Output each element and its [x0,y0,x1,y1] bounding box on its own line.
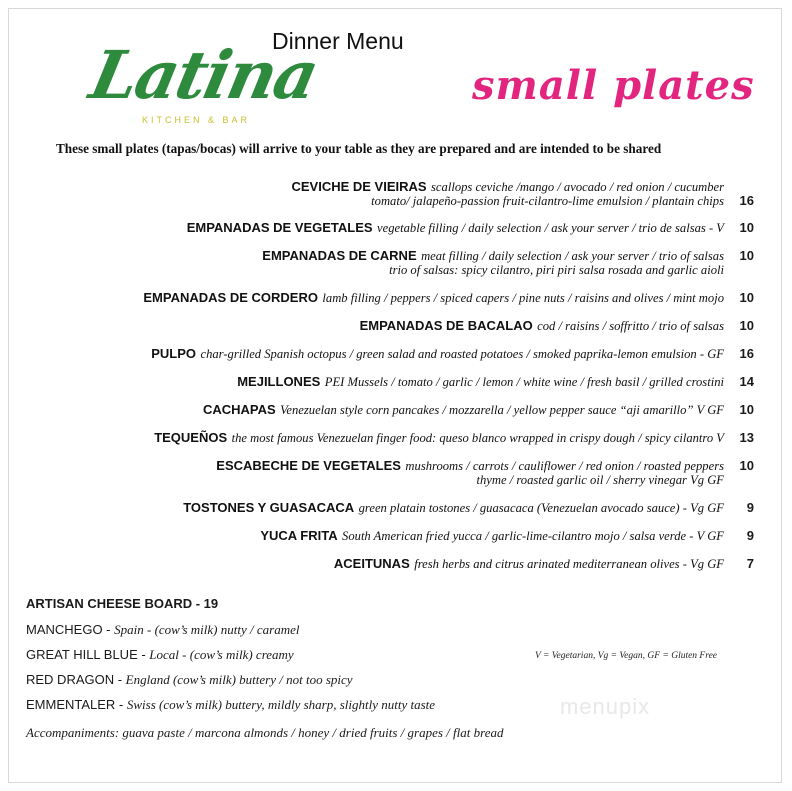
cheese-item [26,697,435,713]
item-name: MEJILLONES [237,374,321,389]
item-price: 10 [739,318,754,333]
item-price: 10 [739,220,754,235]
item-price: 10 [739,458,754,473]
item-name: EMPANADAS DE CARNE [262,248,417,263]
cheese-description: England (cow’s milk) buttery / not too spicy [125,672,353,687]
dietary-legend: V = Vegetarian, Vg = Vegan, GF = Gluten Free [535,651,718,661]
item-description: PEI Mussels / tomato / garlic / lemon / white wine / fresh basil / grilled crostini [324,375,724,389]
item-name: EMPANADAS DE VEGETALES [186,220,373,235]
menu-item [183,501,754,515]
item-description: South American fried yucca / garlic-lime-cilantro mojo / salsa verde - V GF [342,529,724,543]
cheese-description: Local - (cow’s milk) creamy [149,647,294,662]
menu-item [262,249,754,277]
item-name: CEVICHE DE VIEIRAS [291,179,427,194]
cheese-name: GREAT HILL BLUE - [26,647,150,662]
item-name: YUCA FRITA [260,528,338,543]
item-name: EMPANADAS DE BACALAO [359,318,533,333]
menu-item [143,291,754,305]
item-price: 14 [739,374,754,389]
item-price: 16 [739,346,754,361]
menu-item [151,347,754,361]
cheese-description: Swiss (cow’s milk) buttery, mildly sharp, slightly nutty taste [126,697,436,712]
item-name: TEQUEÑOS [154,430,228,445]
restaurant-logo [83,36,324,135]
item-description: green platain tostones / guasacaca (Venezuelan avocado sauce) - Vg GF [358,501,724,515]
cheese-item [26,647,294,663]
watermark: menupix [560,694,651,719]
item-description: meat filling / daily selection / ask your server / trio of salsas [421,249,724,263]
item-price: 10 [739,248,754,263]
menu-item [154,431,754,445]
item-description: vegetable filling / daily selection / ask your server / trio de salsas - V [377,221,724,235]
menu-item [187,221,754,235]
cheese-item [26,622,299,638]
item-description-line2: thyme / roasted garlic oil / sherry vinegar Vg GF [476,473,724,487]
cheese-item [26,672,353,688]
cheese-description: Spain - (cow’s milk) nutty / caramel [114,622,300,637]
item-description-line2: trio of salsas: spicy cilantro, piri piri salsa rosada and garlic aioli [389,263,724,277]
menu-item [260,529,754,543]
item-price: 9 [746,500,754,515]
item-price: 7 [746,556,754,571]
item-description: mushrooms / carrots / cauliflower / red onion / roasted peppers [405,459,724,473]
item-description: scallops ceviche /mango / avocado / red onion / cucumber [431,180,724,194]
menu-item [237,375,754,389]
item-price: 16 [739,193,754,208]
item-name: PULPO [151,346,197,361]
item-price: 10 [739,402,754,417]
logo-subtitle: KITCHEN & BAR [142,115,251,125]
intro-text: These small plates (tapas/bocas) will arrive to your table as they are prepared and are intended to be shared [56,141,662,156]
cheese-board-title: ARTISAN CHEESE BOARD - 19 [26,596,219,611]
item-description: cod / raisins / soffritto / trio of salsas [537,319,724,333]
item-name: EMPANADAS DE CORDERO [143,290,318,305]
cheese-name: EMMENTALER - [26,697,127,712]
menu-item [291,180,754,208]
item-description: char-grilled Spanish octopus / green salad and roasted potatoes / smoked paprika-lemon emulsion - GF [200,347,724,361]
logo-wordmark: Latina [83,36,324,114]
item-name: CACHAPAS [202,402,276,417]
section-title: small plates [472,62,755,109]
menu-item [216,459,754,487]
menu-item [360,319,754,333]
item-name: ACEITUNAS [333,556,410,571]
menu-item [334,557,754,571]
cheese-name: MANCHEGO - [26,622,115,637]
menu-item [203,403,754,417]
item-description-line2: tomato/ jalapeño-passion fruit-cilantro-lime emulsion / plantain chips [371,194,724,208]
item-price: 10 [739,290,754,305]
menu-title: Dinner Menu [272,28,404,54]
item-name: TOSTONES Y GUASACACA [183,500,355,515]
item-price: 9 [746,528,754,543]
item-description: the most famous Venezuelan finger food: queso blanco wrapped in crispy dough / spicy cilantro V [231,431,724,445]
item-description: fresh herbs and citrus arinated mediterranean olives - Vg GF [414,557,724,571]
item-price: 13 [739,430,754,445]
accompaniments: Accompaniments: guava paste / marcona almonds / honey / dried fruits / grapes / flat bread [26,725,504,740]
item-description: Venezuelan style corn pancakes / mozzarella / yellow pepper sauce “aji amarillo” V GF [280,403,724,417]
item-description: lamb filling / peppers / spiced capers / pine nuts / raisins and olives / mint mojo [322,291,724,305]
item-name: ESCABECHE DE VEGETALES [216,458,401,473]
cheese-name: RED DRAGON - [26,672,126,687]
